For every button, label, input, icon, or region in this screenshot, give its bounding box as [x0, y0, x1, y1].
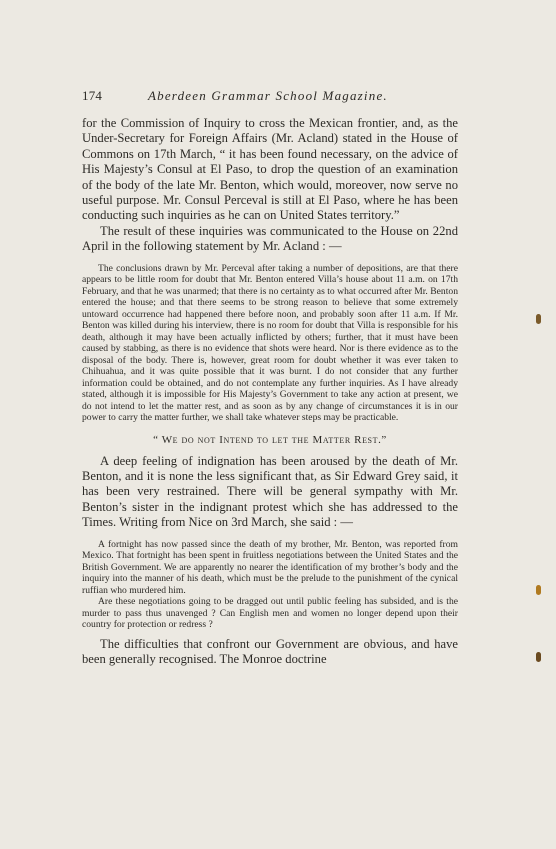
block-quote-1 [82, 263, 458, 424]
quote-1-text: The conclusions drawn by Mr. Perceval after taking a number of depositions, are that there appears to be little room for doubt that Mr. Benton entered Villa’s house about 11 a.m. on 17th February, and that he was unarmed; that there is no certainty as to what occurred after Mr. Benton entered the house; and that there seems to be strong reason to believe that some extremely untoward occurrence had happened there before noon, and probably soon after 11 a.m. If Mr. Benton was killed during his interview, there is no room for doubt that Villa is responsible for his death, although it may have been actually inflicted by others; further, that it must have been caused by stabbing, as there is no evidence that shots were heard. Nor is there evidence as to the disposal of the body. There is, however, great room for doubt whether it was ever taken to Chihuahua, and it was quite possible that it was burnt. I do not consider that any further information could be obtained, and do not contemplate any further inquiries. As I have already stated, although it is impossible for His Majesty’s Government to take any action at present, we do not intend to let the matter rest, and as soon as by any change of circumstances it is in our power to carry the matter further, we shall take whatever steps may be practicable. [82, 262, 458, 424]
section-heading-text: “ We do not Intend to let the Matter Rest.” [153, 433, 387, 446]
page-number: 174 [82, 88, 103, 103]
margin-mark-2 [536, 585, 541, 595]
margin-mark-3 [536, 652, 541, 662]
section-heading [82, 434, 458, 446]
paragraph-3: A deep feeling of indignation has been aroused by the death of Mr. Benton, and it is none the less significant that, as Sir Edward Grey said, it has been very restrained. There will be general sympathy with Mr. Benton’s sister in the indignant protest which she has addressed to the Times. Writing from Nice on 3rd March, she said : — [82, 453, 458, 530]
block-quote-2 [82, 539, 458, 631]
page-body [82, 116, 458, 668]
running-title: Aberdeen Grammar School Magazine. [148, 88, 388, 103]
paragraph-4: The difficulties that confront our Government are obvious, and have been generally recognised. The Monroe doctrine [82, 636, 458, 667]
quote-2a-text: A fortnight has now passed since the death of my brother, Mr. Benton, was reported from Mexico. That fortnight has been spent in fruitless negotiations between the United States and the British Government. We are apparently no nearer the identification of my brother’s body and the inquiry into the manner of his death, which must be the prelude to the punishment of the cynical ruffian who murdered him. [82, 538, 458, 596]
quote-2b-text: Are these negotiations going to be dragged out until public feeling has subsided, and is the murder to pass thus unavenged ? Can English men and women no longer depend upon their country for protection or redress ? [82, 596, 458, 631]
paragraph-1: for the Commission of Inquiry to cross the Mexican frontier, and, as the Under-Secretary for Foreign Affairs (Mr. Acland) stated in the House of Commons on 17th March, “ it has been found necessary, on the advice of His Majesty’s Consul at El Paso, to drop the question of an examination of the body of the late Mr. Benton, which would, moreover, now serve no useful purpose. Mr. Consul Perceval is still at El Paso, where he has been conducting such inquiries as he can on United States territory.” [82, 116, 458, 223]
paragraph-2: The result of these inquiries was communicated to the House on 22nd April in the following statement by Mr. Acland : — [82, 223, 458, 254]
margin-mark-1 [536, 314, 541, 324]
